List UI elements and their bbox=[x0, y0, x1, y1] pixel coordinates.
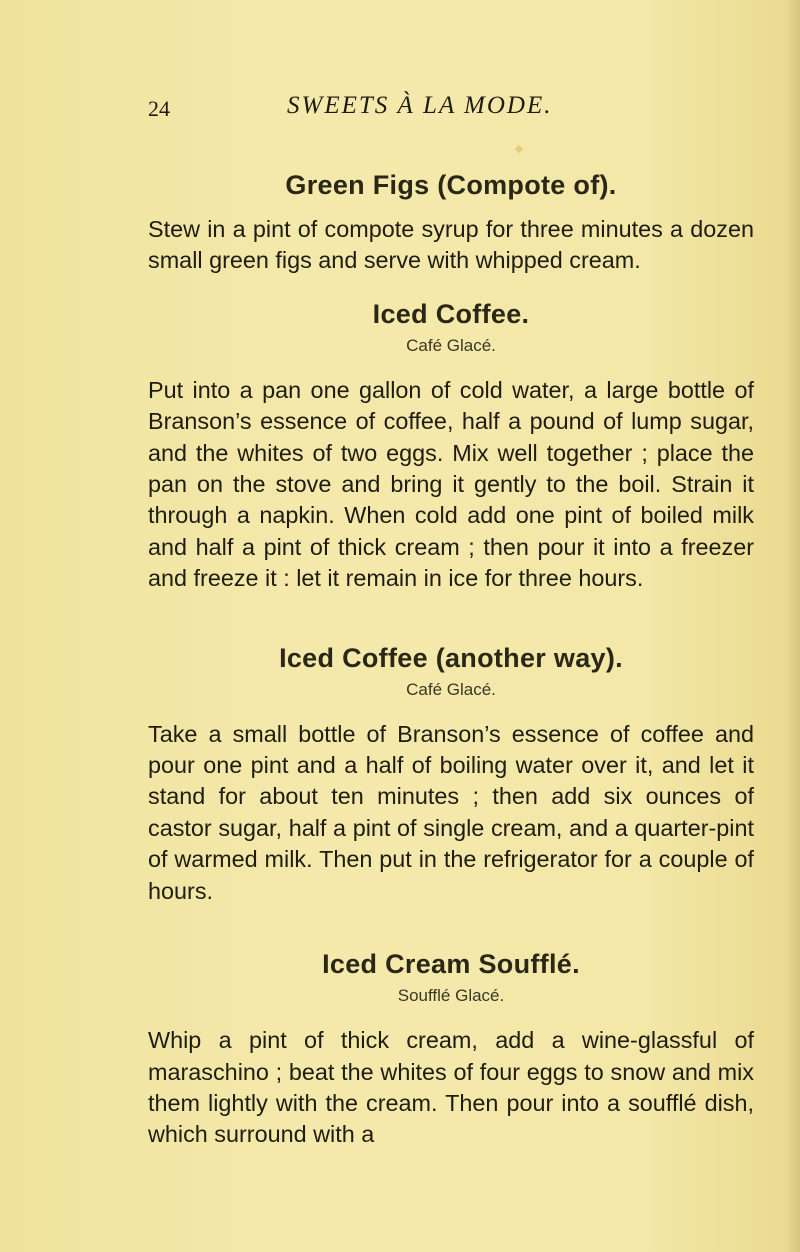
recipe-subtitle: Café Glacé. bbox=[406, 335, 496, 355]
recipe-body: Take a small bottle of Branson’s essence of coffee and pour one pint and a half of boiling water over it, and let it stand for about ten minutes ; then add six ounces of castor sugar, half a pint of single cream, and a quarter-pint of warmed milk. Then put in the refrigerator for a couple of hours. bbox=[148, 720, 754, 904]
recipe-title: Iced Coffee (another way). bbox=[279, 642, 623, 673]
recipe-title: Green Figs (Compote of). bbox=[285, 170, 617, 200]
recipe-title: Iced Cream Soufflé. bbox=[322, 949, 580, 980]
print-mark bbox=[515, 145, 523, 153]
page-content bbox=[148, 168, 754, 1151]
recipe-body: Put into a pan one gallon of cold water, a large bottle of Branson’s essence of coffee, half a pound of lump sugar, and the whites of two eggs. Mix well together ; place the pan on the stove and bring it gently to the boil. Strain it through a napkin. When cold add one pint of boiled milk and half a pint of thick cream ; then pour it into a freezer and freeze it : let it remain in ice for three hours. bbox=[148, 376, 754, 592]
recipe-subtitle: Café Glacé. bbox=[406, 679, 496, 699]
recipe-body: Stew in a pint of compote syrup for three minutes a dozen small green figs and serve with whipped cream. bbox=[148, 216, 754, 274]
page-header bbox=[0, 92, 800, 128]
recipe-iced-cream-souffle bbox=[148, 947, 754, 1151]
recipe-green-figs bbox=[148, 168, 754, 277]
recipe-title: Iced Coffee. bbox=[372, 298, 530, 329]
page-edge-shadow bbox=[786, 0, 800, 1252]
page-number: 24 bbox=[148, 96, 170, 121]
recipe-body: Whip a pint of thick cream, add a wine-glassful of maraschino ; beat the whites of four eggs to snow and mix them lightly with the cream. Then pour into a soufflé dish, which surround with a bbox=[148, 1027, 754, 1148]
running-title: SWEETS À LA MODE. bbox=[287, 92, 553, 119]
recipe-iced-coffee-another-way bbox=[148, 641, 754, 907]
recipe-iced-coffee bbox=[148, 297, 754, 595]
recipe-subtitle: Soufflé Glacé. bbox=[397, 986, 505, 1006]
